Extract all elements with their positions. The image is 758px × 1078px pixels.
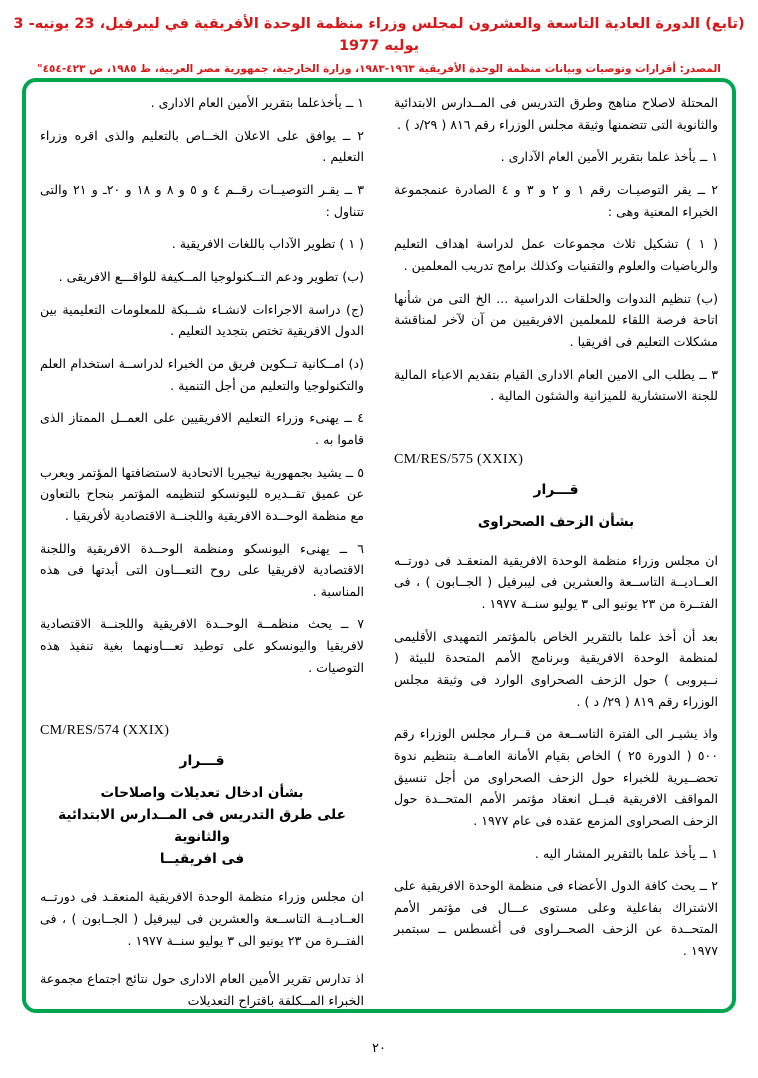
resolution-code: CM/RES/574 (XXIX) xyxy=(40,723,170,739)
paragraph: (د) امــكانية تــكوين فريق من الخبراء لدراســة استخدام العلم والتكنولوجيا والتعليم من أجل التنمية . xyxy=(40,355,364,393)
left-column xyxy=(40,92,365,1009)
paragraph: ٢ ــ يحث كافة الدول الأعضاء فى منظمة الوحدة الافريقية على الاشتراك بفاعلية وعلى مستوى عـــال فى مؤتمر الأمم المتحــدة عن الزحف الصحــراوى فى أغسطس ــ سبتمبر ١٩٧٧ . xyxy=(394,878,718,959)
resolution-subject-line: بشأن ادخال تعديلات واصلاحات xyxy=(100,785,304,802)
paragraph: بعد أن أخذ علما بالتقرير الخاص بالمؤتمر التمهيدى الأقليمى لمنظمة الوحدة الافريقية وبرنامج الأمم المتحدة للبيئة ( نــيروبى ) حول الزحف الصحراوى الوارد فى وثيقة مجلس الوزراء رقم ٨١٩ ( ٢٩/ د ) . xyxy=(394,628,718,709)
paragraph: ( ١ ) تطوير الآداب باللغات الافريقية . xyxy=(171,236,364,252)
two-column-body xyxy=(40,92,719,1009)
header-title: (تابع) الدورة العادية التاسعة والعشرون لمجلس وزراء منظمة الوحدة الأفريقية في ليبرفيل، 23 يونيه- 3 يوليه 1977 xyxy=(13,16,745,54)
paragraph: ٣ ــ يقـر التوصيــات رقــم ٤ و ٥ و ٨ و ١٨ و ٢٠ـ و ٢١ والتى تتناول : xyxy=(40,181,365,219)
paragraph: ٤ ــ يهنىء وزراء التعليم الافريقيين على العمــل الممتاز الذى قاموا به . xyxy=(40,410,364,447)
resolution-subject-line: فى افريقيــا xyxy=(159,850,245,867)
right-column xyxy=(394,92,718,997)
spacer xyxy=(394,418,718,432)
paragraph: ٣ ــ يطلب الى الامين العام الادارى القيام بتقديم الاعباء المالية للجنة الاستشارية للميزانية والشئون المالية . xyxy=(394,366,718,404)
paragraph: اذ تدارس تقرير الأمين العام الادارى حول نتائج اجتماع مجموعة الخبراء المــكلفة باقتراح التعديلات xyxy=(40,971,364,1009)
paragraph: (ب) تطوير ودعم التــكنولوجيا المــكيفة للواقـــع الافريقى . xyxy=(58,268,364,284)
paragraph: ٥ ــ يشيد بجمهورية نيجيريا الاتحادية لاستضافتها المؤتمر ويعرب عن عميق تقــديره لليونسكو لتنظيمه المؤتمر بنجاح بالتعاون مع منظمة الوحــدة الافريقية واللجنــة الاقتصادية لأفريقيا . xyxy=(40,464,364,523)
page-number: ٢٠ xyxy=(372,1041,386,1056)
paragraph: ان مجلس وزراء منظمة الوحدة الافريقية المنعقـد فى دورتــه العــاديــة التاســعة والعشرين فى ليبرفيل ( الجــابون ) ، فى الفتــرة من ٢٣ يونيو الى ٣ يوليو سنــة ١٩٧٧ . xyxy=(40,889,364,948)
paragraph: ١ ــ يأخذعلما بتقرير الأمين العام الادارى . xyxy=(150,95,364,110)
paragraph: (ب) تنظيم الندوات والحلقات الدراسية ... الخ التى من شأنها اتاحة فرصة اللقاء للمعلمين الافريقيين من آن لآخر لمناقشة مشكلات التعليم فى افريقيا . xyxy=(394,290,718,349)
paragraph: ١ ــ يأخذ علما بالتقرير المشار اليه . xyxy=(534,845,718,861)
paragraph: ٦ ــ يهنىء اليونسكو ومنظمة الوحــدة الافريقية واللجنة الاقتصادية لافريقيا على روح التعـــاون التى أبدتها فى هذه المناسبة . xyxy=(40,540,364,599)
paragraph: ٢ ــ يوافق على الاعلان الخــاص بالتعليم والذى اقره وزراء التعليم . xyxy=(40,127,364,165)
document-header xyxy=(0,14,758,77)
resolution-heading: قـــرار xyxy=(179,753,225,770)
paragraph: ٧ ــ يحث منظمــة الوحــدة الافريقية واللجنــة الاقتصادية لافريقيا واليونسكو على توطيد تعـــاونهما بغية تنفيذ هذه التوصيات . xyxy=(40,616,364,675)
paragraph: المحتلة لاصلاح مناهج وطرق التدريس فى المــدارس الابتدائية والثانوية التى تتضمنها وثيقة مجلس الوزراء رقم ٨١٦ ( ٢٩/د ) . xyxy=(394,95,718,132)
paragraph: ( ١ ) تشكيل ثلاث مجموعات عمل لدراسة اهداف التعليم والرياضيات والعلوم والتقنيات وكذلك برامج تدريب المعلمين . xyxy=(394,236,718,273)
paragraph: ان مجلس وزراء منظمة الوحدة الافريقية المنعقـد فى دورتــه العــاديــة التاســعة والعشرين فى ليبرفيل ( الجــابون ) ، فى الفتــرة من ٢٣ يونيو الى ٣ يوليو سنــة ١٩٧٧ . xyxy=(394,552,718,611)
paragraph: ٢ ــ يقر التوصيـات رقم ١ و ٢ و ٣ و ٤ الصادرة عنمجموعة الخبراء المعنية وهى : xyxy=(394,181,719,219)
resolution-code: CM/RES/575 (XXIX) xyxy=(394,451,524,467)
spacer xyxy=(40,689,364,703)
paragraph: (ج) دراسة الاجراءات لانشـاء شــبكة للمعلومات التعليمية بين الدول الافريقية تختص بتجديد التعليم . xyxy=(40,301,364,339)
resolution-heading: قـــرار xyxy=(533,481,579,498)
paragraph: ١ ــ يأخذ علما بتقرير الأمين العام الآدارى . xyxy=(500,149,718,165)
paragraph: واذ يشيـر الى الفترة التاســعة من قــرار مجلس الوزراء رقم ٥٠٠ ( الدورة ٢٥ ) الخاص بقيام الأمانة العامــة بتنظيم ندوة تحضــيرية للخبراء حول الزحف الصحراوى من أجل تنسيق المواقف الافريقية قبــل انعقاد مؤتمر الأمم المتحــدة حول الزحف الصحراوى المزمع عقده فى عام ١٩٧٧ . xyxy=(394,726,718,828)
header-source: المصدر: أقرارات وتوصيات وبيانات منظمة الوحدة الأفريقية ١٩٦٣-١٩٨٣، وزارة الخارجية، جمهورية مصر العربية، ط ١٩٨٥، ص ٤٢٣-٤٥٤" xyxy=(37,62,721,75)
resolution-subject xyxy=(40,783,364,870)
resolution-subject: بشأن الزحف الصحراوى xyxy=(477,513,635,530)
resolution-subject-line: على طرق التدريس فى المــدارس الابتدائية والثانوية xyxy=(58,807,346,845)
